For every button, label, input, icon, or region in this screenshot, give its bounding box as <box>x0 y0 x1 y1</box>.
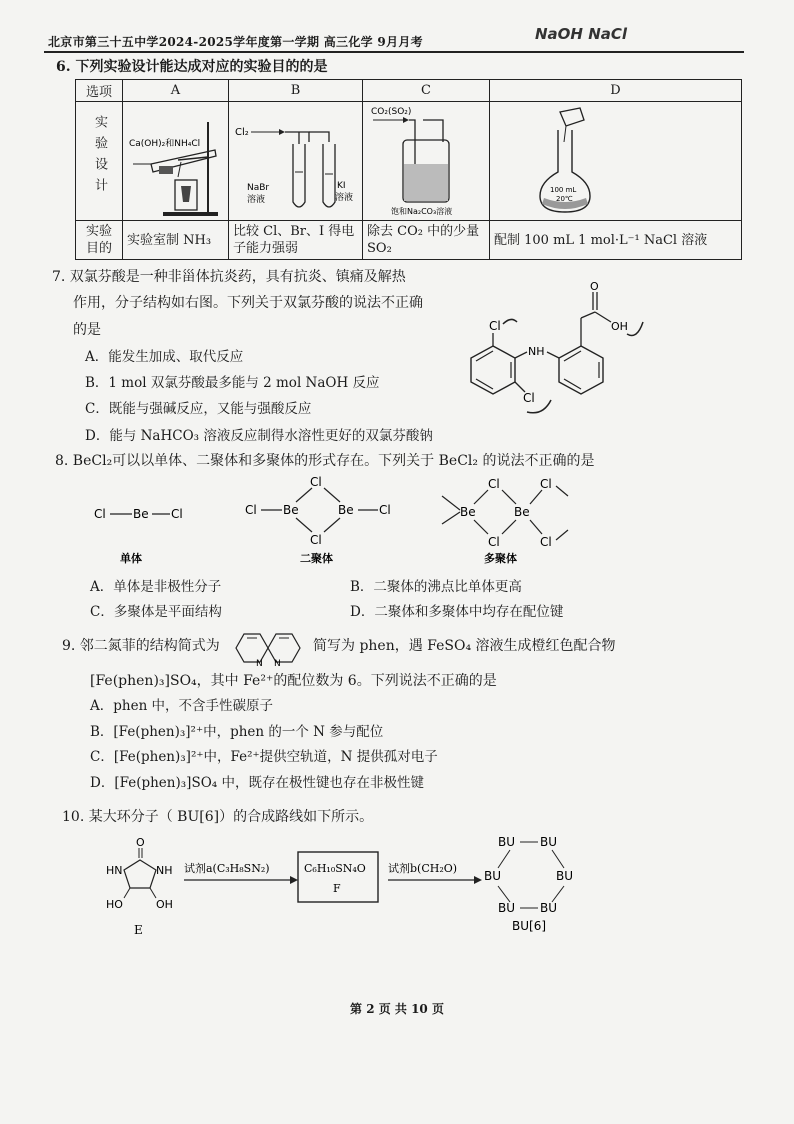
c-sol-label: 饱和Na₂CO₃溶液 <box>391 207 453 216</box>
q8-option-b: B．二聚体的沸点比单体更高 <box>350 579 522 595</box>
bu6-synthesis <box>100 832 620 942</box>
phen-structure <box>232 628 308 668</box>
atom-cl-top: Cl <box>489 319 501 333</box>
q6-apparatus-a <box>123 102 229 221</box>
q6-title: 6. 下列实验设计能达成对应的实验目的的是 <box>56 59 328 75</box>
q6-purpose-a: 实验室制 NH₃ <box>123 221 229 260</box>
q7-option-c: C．既能与强碱反应，又能与强酸反应 <box>85 401 312 417</box>
poly-be-right: Be <box>514 505 530 519</box>
q7-option-d: D．能与 NaHCO₃ 溶液反应制得水溶性更好的双氯芬酸钠 <box>85 428 433 444</box>
q8-stem: 8. BeCl₂可以以单体、二聚体和多聚体的形式存在。下列关于 BeCl₂ 的说法不正确的是 <box>55 453 595 469</box>
q9-option-c: C．[Fe(phen)₃]²⁺中，Fe²⁺提供空轨道，N 提供孤对电子 <box>90 749 438 765</box>
mono-be: Be <box>133 507 149 521</box>
q6-table <box>75 79 742 260</box>
q6-col-b: B <box>229 80 363 102</box>
q9-stem-1a: 9. 邻二氮菲的结构简式为 <box>62 638 220 654</box>
q6-apparatus-c <box>363 102 490 221</box>
mono-cl-left: Cl <box>94 507 106 521</box>
poly-cl-right-bottom: Cl <box>540 535 552 549</box>
q9-option-b: B．[Fe(phen)₃]²⁺中，phen 的一个 N 参与配位 <box>90 724 384 740</box>
dimer-cl-top: Cl <box>310 475 322 489</box>
q9-option-a: A．phen 中，不含手性碳原子 <box>90 698 274 714</box>
dimer-cl-bottom: Cl <box>310 533 322 547</box>
dimer-be-right: Be <box>338 503 354 517</box>
bu-3: BU <box>484 869 502 883</box>
bu-6: BU <box>540 901 558 915</box>
poly-cl-bottom: Cl <box>488 535 500 549</box>
q8-option-d: D．二聚体和多聚体中均存在配位键 <box>350 604 564 620</box>
q6-row-design: 实验设计 <box>76 102 123 221</box>
q6-purpose-c: 除去 CO₂ 中的少量 SO₂ <box>363 221 490 260</box>
q6-col-d: D <box>490 80 742 102</box>
q6-col-a: A <box>123 80 229 102</box>
b-nabr-label: NaBr <box>247 183 270 193</box>
atom-cl-bottom: Cl <box>523 391 535 405</box>
box-formula: C₆H₁₀SN₄O <box>304 862 366 875</box>
q7-option-b: B．1 mol 双氯芬酸最多能与 2 mol NaOH 反应 <box>85 375 380 391</box>
poly-cl-right-top: Cl <box>540 477 552 491</box>
b-ki-label: KI <box>337 181 346 191</box>
dimer-cl-right: Cl <box>379 503 391 517</box>
b-nabr-sol-label: 溶液 <box>247 195 266 205</box>
bu-2: BU <box>540 835 558 849</box>
atom-oh: OH <box>611 320 628 333</box>
e-atom-nh: NH <box>156 864 173 877</box>
e-atom-o: O <box>136 836 145 849</box>
reagent-a: 试剂a(C₃H₈SN₂) <box>184 862 270 875</box>
q8-option-c: C．多聚体是平面结构 <box>90 604 222 620</box>
caption-dimer: 二聚体 <box>300 552 333 565</box>
q7-stem-1: 7. 双氯芬酸是一种非甾体抗炎药，具有抗炎、镇痛及解热 <box>52 269 406 285</box>
handwritten-scribble: NaOH NaCl <box>535 25 628 43</box>
phen-n-left: N <box>256 659 263 668</box>
q6-purpose-d: 配制 100 mL 1 mol·L⁻¹ NaCl 溶液 <box>490 221 742 260</box>
c-gas-label: CO₂(SO₂) <box>371 107 412 117</box>
q9-stem-1b: 简写为 phen，遇 FeSO₄ 溶液生成橙红色配合物 <box>313 638 616 654</box>
q7-stem-2: 作用，分子结构如右图。下列关于双氯芬酸的说法不正确 <box>73 295 423 311</box>
q6-apparatus-d <box>490 102 742 221</box>
caption-monomer: 单体 <box>120 552 142 565</box>
q6-col-label: 选项 <box>76 80 123 102</box>
q9-stem-2: [Fe(phen)₃]SO₄，其中 Fe²⁺的配位数为 6。下列说法不正确的是 <box>90 673 497 689</box>
d-temp-label: 20℃ <box>556 195 573 203</box>
bu-1: BU <box>498 835 516 849</box>
e-atom-ho: HO <box>106 898 123 911</box>
mono-cl-right: Cl <box>171 507 183 521</box>
header-rule <box>44 51 744 53</box>
q10-stem: 10. 某大环分子（ BU[6]）的合成路线如下所示。 <box>62 809 374 825</box>
q9-option-d: D．[Fe(phen)₃]SO₄ 中，既存在极性键也存在非极性键 <box>90 775 424 791</box>
phen-n-right: N <box>274 659 281 668</box>
b-ki-sol-label: 溶液 <box>335 193 354 203</box>
diclofenac-structure <box>455 278 655 433</box>
dimer-be-left: Be <box>283 503 299 517</box>
reagent-b: 试剂b(CH₂O) <box>388 862 458 875</box>
bu-5: BU <box>498 901 516 915</box>
q7-stem-3: 的是 <box>73 322 101 338</box>
atom-o: O <box>590 280 599 293</box>
exam-header: 北京市第三十五中学2024-2025学年度第一学期 高三化学 9月月考 <box>48 35 423 49</box>
q6-row-purpose: 实验目的 <box>76 221 123 260</box>
page-footer: 第 2 页 共 10 页 <box>350 1002 444 1016</box>
poly-be-left: Be <box>460 505 476 519</box>
q6-purpose-b: 比较 Cl、Br、I 得电子能力强弱 <box>229 221 363 260</box>
box-label: F <box>333 882 341 895</box>
q6-col-c: C <box>363 80 490 102</box>
b-cl2-label: Cl₂ <box>235 127 249 138</box>
poly-cl-top: Cl <box>488 477 500 491</box>
q8-option-a: A．单体是非极性分子 <box>90 579 222 595</box>
e-atom-hn: HN <box>106 864 123 877</box>
dimer-cl-left: Cl <box>245 503 257 517</box>
q6-apparatus-b <box>229 102 363 221</box>
bu-4: BU <box>556 869 574 883</box>
a-reagent-label: Ca(OH)₂和NH₄Cl <box>129 139 201 149</box>
e-label: E <box>134 923 143 937</box>
atom-nh: NH <box>528 345 545 358</box>
d-flask-label: 100 mL <box>550 186 577 194</box>
q7-option-a: A．能发生加成、取代反应 <box>85 349 244 365</box>
e-atom-oh: OH <box>156 898 173 911</box>
bu6-label: BU[6] <box>512 919 547 933</box>
caption-polymer: 多聚体 <box>484 552 517 565</box>
becl2-structures <box>90 474 610 574</box>
